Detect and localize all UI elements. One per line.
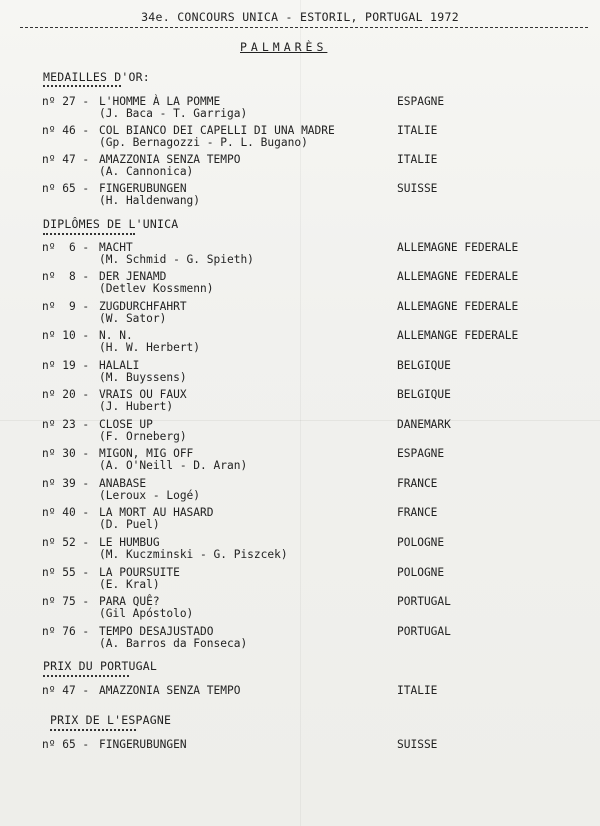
entry-country: BELGIQUE — [397, 388, 451, 401]
entry-authors: (A. O'Neill - D. Aran) — [99, 459, 248, 472]
entry-authors: (M. Kuczminski - G. Piszcek) — [99, 548, 288, 561]
entry-authors: (E. Kral) — [99, 578, 160, 591]
entry-authors: (Detlev Kossmenn) — [99, 282, 214, 295]
section-underline-dots — [50, 729, 136, 731]
entry-country: ESPAGNE — [397, 95, 445, 108]
entry-authors: (J. Baca - T. Garriga) — [99, 107, 248, 120]
entry-country: POLOGNE — [397, 536, 445, 549]
entry-country: ITALIE — [397, 684, 438, 697]
entry-number: nº 65 - — [42, 738, 96, 751]
entry-number: nº 39 - — [42, 477, 96, 490]
entry-title: ZUGDURCHFAHRT — [99, 300, 187, 313]
entry-authors: (Gil Apóstolo) — [99, 607, 194, 620]
entry-title: LA MORT AU HASARD — [99, 506, 214, 519]
entry-country: DANEMARK — [397, 418, 451, 431]
section-underline-dots — [43, 85, 121, 87]
entry-number: nº 8 - — [42, 270, 96, 283]
entry-title: FINGERUBUNGEN — [99, 182, 187, 195]
entry-number: nº 6 - — [42, 241, 96, 254]
entry-country: POLOGNE — [397, 566, 445, 579]
entry-title: MIGON, MIG OFF — [99, 447, 194, 460]
entry-authors: (M. Buyssens) — [99, 371, 187, 384]
dashed-rule — [20, 27, 588, 28]
entry-title: AMAZZONIA SENZA TEMPO — [99, 153, 241, 166]
entry-country: ALLEMAGNE FEDERALE — [397, 241, 519, 254]
entry-title: LA POURSUITE — [99, 566, 180, 579]
entry-authors: (J. Hubert) — [99, 400, 174, 413]
entry-number: nº 30 - — [42, 447, 96, 460]
entry-country: PORTUGAL — [397, 595, 451, 608]
entry-number: nº 27 - — [42, 95, 96, 108]
entry-country: BELGIQUE — [397, 359, 451, 372]
entry-country: ALLEMAGNE FEDERALE — [397, 270, 519, 283]
section-title-prix-portugal: PRIX DU PORTUGAL — [43, 659, 157, 673]
entry-number: nº 10 - — [42, 329, 96, 342]
entry-number: nº 20 - — [42, 388, 96, 401]
entry-country: ITALIE — [397, 153, 438, 166]
entry-country: FRANCE — [397, 506, 438, 519]
entry-number: nº 40 - — [42, 506, 96, 519]
entry-title: LE HUMBUG — [99, 536, 160, 549]
entry-country: ALLEMANGE FEDERALE — [397, 329, 519, 342]
section-title-prix-espagne: PRIX DE L'ESPAGNE — [50, 713, 172, 727]
document-title: 34e. CONCOURS UNICA - ESTORIL, PORTUGAL 1972 — [141, 10, 459, 24]
entry-country: ESPAGNE — [397, 447, 445, 460]
entry-number: nº 65 - — [42, 182, 96, 195]
entry-number: nº 9 - — [42, 300, 96, 313]
entry-authors: (W. Sator) — [99, 312, 167, 325]
section-title-medailles: MEDAILLES D'OR: — [43, 70, 150, 84]
entry-number: nº 55 - — [42, 566, 96, 579]
entry-number: nº 19 - — [42, 359, 96, 372]
entry-country: SUISSE — [397, 182, 438, 195]
entry-number: nº 76 - — [42, 625, 96, 638]
entry-title: HALALI — [99, 359, 140, 372]
palmares-heading: PALMARÈS — [240, 40, 328, 54]
entry-number: nº 75 - — [42, 595, 96, 608]
entry-title: L'HOMME À LA POMME — [99, 95, 221, 108]
entry-title: VRAIS OU FAUX — [99, 388, 187, 401]
entry-title: PARA QUÊ? — [99, 595, 160, 608]
entry-title: N. N. — [99, 329, 133, 342]
entry-country: SUISSE — [397, 738, 438, 751]
entry-authors: (A. Barros da Fonseca) — [99, 637, 248, 650]
entry-authors: (H. Haldenwang) — [99, 194, 201, 207]
entry-number: nº 47 - — [42, 684, 96, 697]
entry-authors: (A. Cannonica) — [99, 165, 194, 178]
entry-title: CLOSE UP — [99, 418, 153, 431]
entry-title: COL BIANCO DEI CAPELLI DI UNA MADRE — [99, 124, 335, 137]
section-underline-dots — [43, 675, 129, 677]
entry-number: nº 47 - — [42, 153, 96, 166]
entry-country: FRANCE — [397, 477, 438, 490]
entry-title: AMAZZONIA SENZA TEMPO — [99, 684, 241, 697]
entry-country: ITALIE — [397, 124, 438, 137]
entry-authors: (D. Puel) — [99, 518, 160, 531]
section-title-diplomes: DIPLÔMES DE L'UNICA — [43, 217, 179, 231]
entry-title: TEMPO DESAJUSTADO — [99, 625, 214, 638]
entry-authors: (H. W. Herbert) — [99, 341, 201, 354]
entry-title: ANABASE — [99, 477, 147, 490]
entry-number: nº 23 - — [42, 418, 96, 431]
section-underline-dots — [43, 233, 135, 235]
entry-country: PORTUGAL — [397, 625, 451, 638]
entry-authors: (M. Schmid - G. Spieth) — [99, 253, 254, 266]
entry-authors: (F. Orneberg) — [99, 430, 187, 443]
entry-authors: (Gp. Bernagozzi - P. L. Bugano) — [99, 136, 308, 149]
entry-country: ALLEMAGNE FEDERALE — [397, 300, 519, 313]
entry-title: MACHT — [99, 241, 133, 254]
entry-title: DER JENAMD — [99, 270, 167, 283]
entry-number: nº 46 - — [42, 124, 96, 137]
entry-authors: (Leroux - Logé) — [99, 489, 201, 502]
entry-title: FINGERUBUNGEN — [99, 738, 187, 751]
entry-number: nº 52 - — [42, 536, 96, 549]
